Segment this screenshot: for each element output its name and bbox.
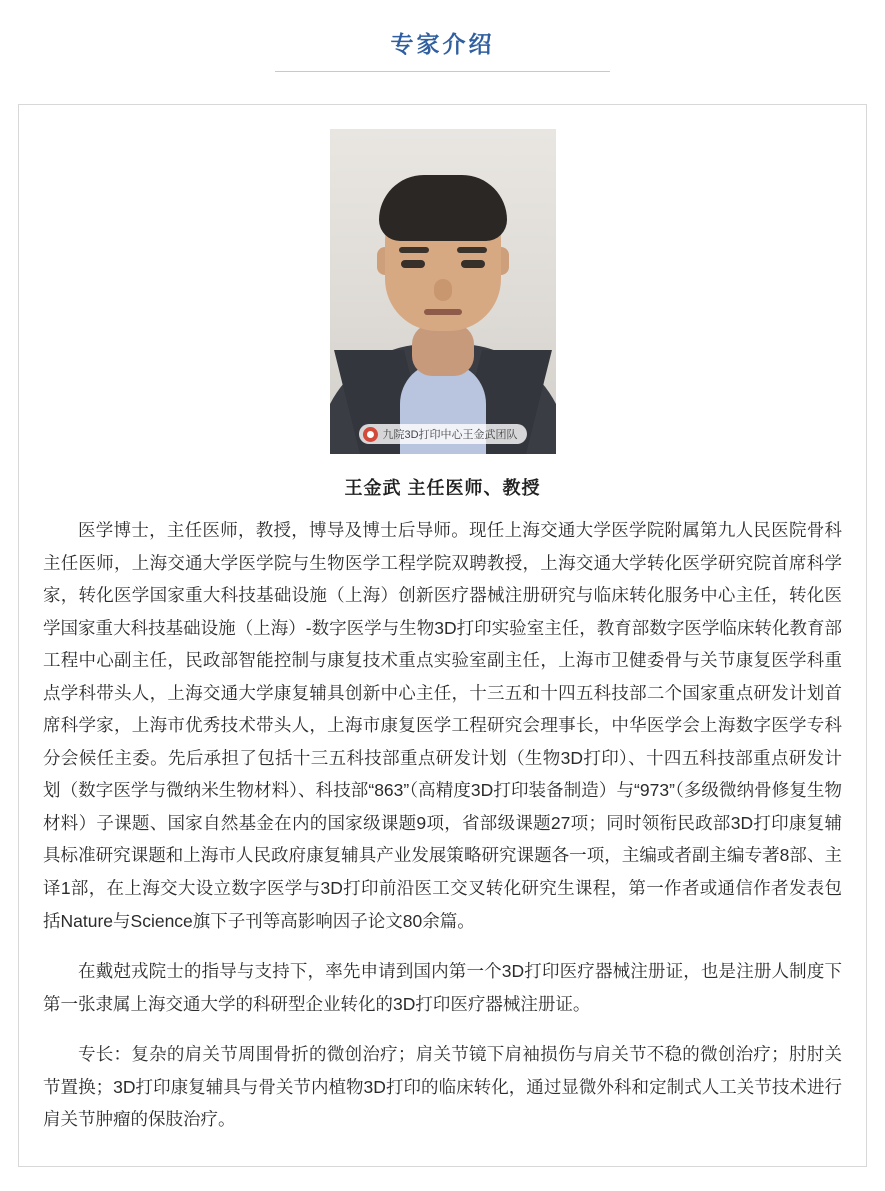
expert-profile-card (18, 104, 867, 1167)
portrait-nose (434, 279, 452, 301)
title-divider (275, 71, 610, 72)
title-divider-wrap (0, 71, 885, 72)
expert-portrait-photo (330, 129, 556, 454)
page-title: 专家介绍 (390, 31, 495, 57)
portrait-mouth (424, 309, 462, 315)
weibo-logo-icon (362, 427, 377, 442)
portrait-brow-right (457, 247, 487, 253)
watermark-label: 九院3D打印中心王金武团队 (382, 429, 518, 441)
photo-watermark (358, 424, 526, 444)
portrait-neck (412, 324, 474, 376)
portrait-eye-left (401, 260, 425, 268)
expert-biography (43, 514, 842, 1136)
bio-paragraph: 专长：复杂的肩关节周围骨折的微创治疗；肩关节镜下肩袖损伤与肩关节不稳的微创治疗；肘肘关节置换；3D打印康复辅具与骨关节内植物3D打印的临床转化，通过显微外科和定制式人工关节技术进行肩关节肿瘤的保肢治疗。 (43, 1044, 842, 1130)
portrait-brow-left (399, 247, 429, 253)
portrait-wrap (43, 129, 842, 454)
portrait-hair (379, 175, 507, 241)
portrait-eye-right (461, 260, 485, 268)
bio-paragraph: 医学博士，主任医师，教授，博导及博士后导师。现任上海交通大学医学院附属第九人民医院骨科主任医师，上海交通大学医学院与生物医学工程学院双聘教授，上海交通大学转化医学研究院首席科学家，转化医学国家重大科技基础设施（上海）创新医疗器械注册研究与临床转化服务中心主任，转化医学国家重大科技基础设施（上海）-数字医学与生物3D打印实验室主任，教育部数字医学临床转化教育部工程中心副主任，民政部智能控制与康复技术重点实验室副主任，上海市卫健委骨与关节康复医学科重点学科带头人，上海交通大学康复辅具创新中心主任，十三五和十四五科技部二个国家重点研发计划首席科学家，上海市优秀技术带头人，上海市康复医学工程研究会理事长，中华医学会上海数字医学专科分会候任主委。先后承担了包括十三五科技部重点研发计划（生物3D打印）、十四五科技部重点研发计划（数字医学与微纳米生物材料）、科技部“863”（高精度3D打印装备制造）与“973”（多级微纳骨修复生物材料）子课题、国家自然基金在内的国家级课题9项，省部级课题27项；同时领衔民政部3D打印康复辅具标准研究课题和上海市人民政府康复辅具产业发展策略研究课题各一项，主编或者副主编专著8部、主译1部，在上海交大设立数字医学与3D打印前沿医工交叉转化研究生课程，第一作者或通信作者发表包括Nature与Science旗下子刊等高影响因子论文80余篇。 (43, 520, 842, 931)
page-header (0, 0, 885, 72)
bio-paragraph: 在戴尅戎院士的指导与支持下，率先申请到国内第一个3D打印医疗器械注册证，也是注册人制度下第一张隶属上海交通大学的科研型企业转化的3D打印医疗器械注册证。 (43, 961, 842, 1014)
expert-name-title: 王金武 主任医师、教授 (344, 478, 541, 498)
